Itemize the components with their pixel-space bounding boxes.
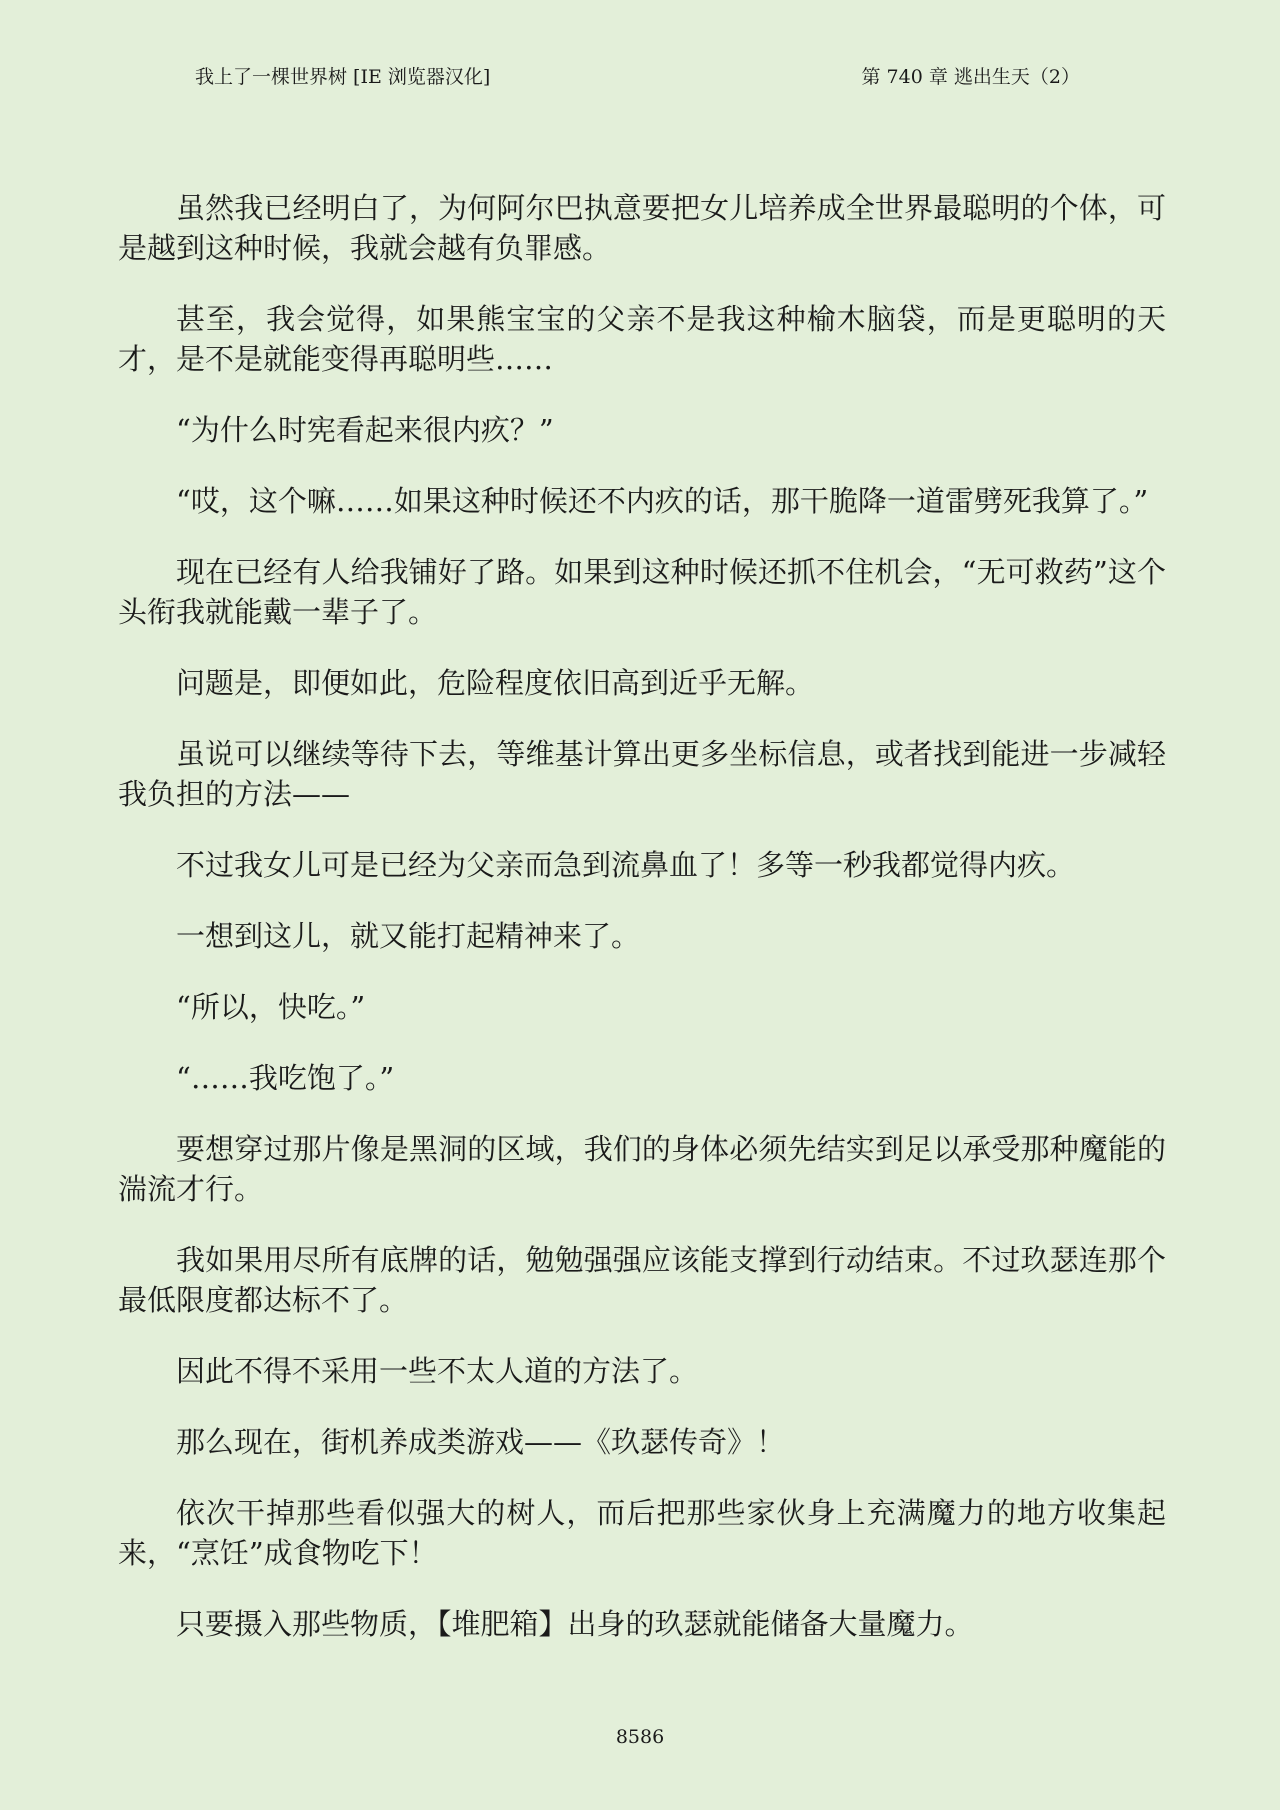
paragraph: 一想到这儿，就又能打起精神来了。 [176, 919, 641, 953]
paragraph: “所以，快吃。” [176, 990, 366, 1024]
paragraph: 只要摄入那些物质，【堆肥箱】出身的玖瑟就能储备大量魔力。 [176, 1607, 974, 1641]
book-title: 我上了一棵世界树 [IE 浏览器汉化] [195, 65, 491, 88]
paragraph: 依次干掉那些看似强大的树人，而后把那些家伙身上充满魔力的地方收集起来，“烹饪”成食物吃下！ [118, 1496, 1166, 1570]
page-header [195, 60, 1080, 90]
paragraph: 那么现在，街机养成类游戏——《玖瑟传奇》！ [176, 1425, 786, 1459]
paragraph: “……我吃饱了。” [176, 1061, 395, 1095]
paragraph: 虽说可以继续等待下去，等维基计算出更多坐标信息，或者找到能进一步减轻我负担的方法—— [118, 737, 1166, 811]
paragraph: 问题是，即便如此，危险程度依旧高到近乎无解。 [176, 666, 815, 700]
paragraph: 不过我女儿可是已经为父亲而急到流鼻血了！多等一秒我都觉得内疚。 [176, 848, 1076, 882]
paragraph: 要想穿过那片像是黑洞的区域，我们的身体必须先结实到足以承受那种魔能的湍流才行。 [118, 1132, 1166, 1206]
paragraph: “为什么时宪看起来很内疚？” [176, 413, 554, 447]
page-body [118, 188, 1166, 1675]
paragraph: 我如果用尽所有底牌的话，勉勉强强应该能支撑到行动结束。不过玖瑟连那个最低限度都达标不了。 [118, 1243, 1166, 1317]
paragraph: 现在已经有人给我铺好了路。如果到这种时候还抓不住机会，“无可救药”这个头衔我就能戴一辈子了。 [118, 555, 1166, 629]
paragraph: 甚至，我会觉得，如果熊宝宝的父亲不是我这种榆木脑袋，而是更聪明的天才，是不是就能变得再聪明些…… [118, 302, 1166, 376]
paragraph: 因此不得不采用一些不太人道的方法了。 [176, 1354, 699, 1388]
paragraph: “哎，这个嘛……如果这种时候还不内疚的话，那干脆降一道雷劈死我算了。” [176, 484, 1149, 518]
page-number: 8586 [615, 1726, 665, 1748]
chapter-title: 第 740 章 逃出生天（2） [861, 65, 1080, 88]
paragraph: 虽然我已经明白了，为何阿尔巴执意要把女儿培养成全世界最聪明的个体，可是越到这种时候，我就会越有负罪感。 [118, 191, 1166, 265]
